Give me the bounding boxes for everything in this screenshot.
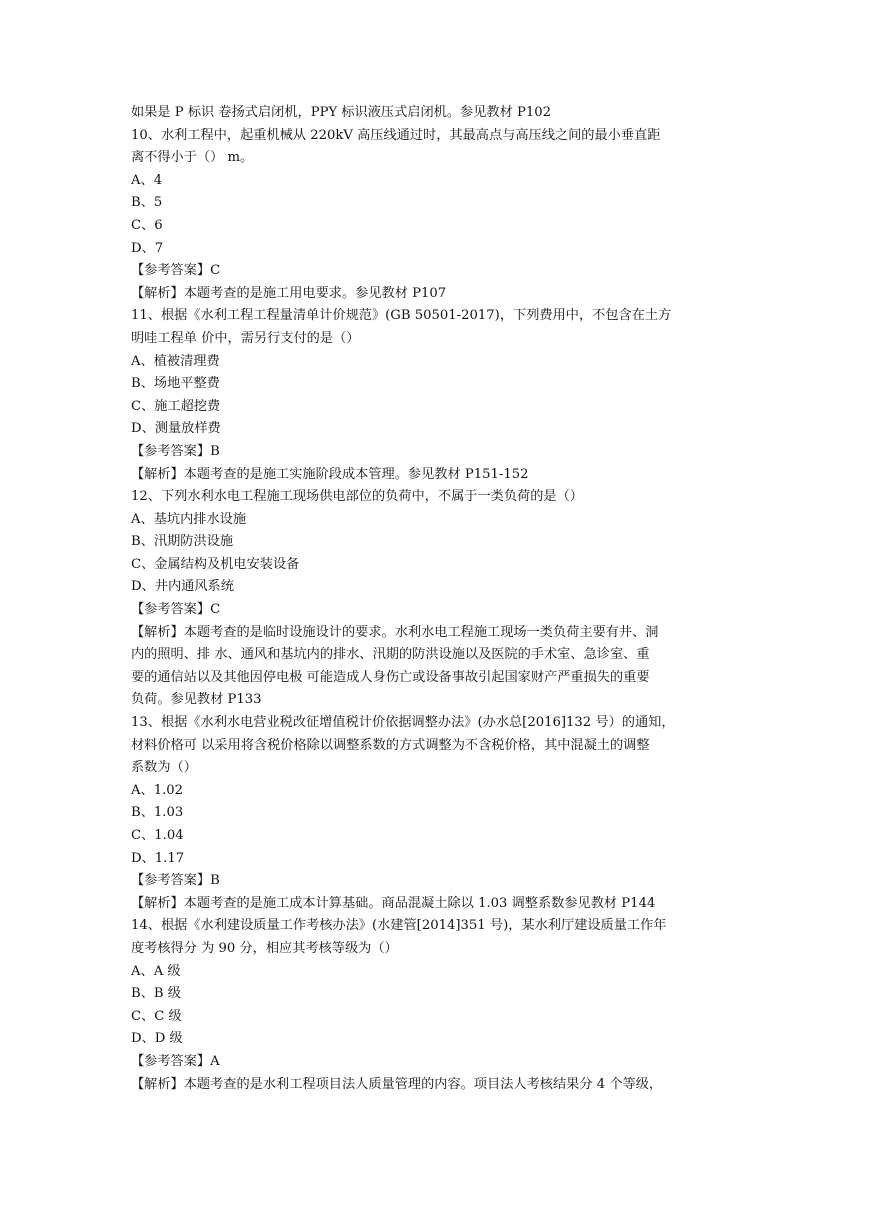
- analysis-line: 内的照明、排 水、通风和基坑内的排水、汛期的防洪设施以及医院的手术室、急诊室、重: [131, 647, 650, 663]
- question-11-stem: 11、根据《水利工程工程量清单计价规范》(GB 50501-2017)，下列费用中，不包含在土方: [131, 308, 672, 324]
- document-body: [131, 102, 743, 1096]
- analysis-line: 要的通信站以及其他因停电极 可能造成人身伤亡或设备事故引起国家财产严重损失的重要: [131, 669, 650, 685]
- option-c: C、施工超挖费: [131, 398, 221, 414]
- analysis-line: 【解析】本题考查的是水利工程项目法人质量管理的内容。项目法人考核结果分 4 个等级，: [131, 1076, 663, 1092]
- analysis-line: 【解析】本题考查的是施工实施阶段成本管理。参见教材 P151-152: [131, 466, 529, 482]
- option-d: D、7: [131, 240, 164, 256]
- option-d: D、1.17: [131, 850, 185, 866]
- option-c: C、1.04: [131, 828, 184, 843]
- answer-line: 【参考答案】B: [131, 873, 220, 889]
- option-a: A、A 级: [131, 963, 181, 979]
- analysis-line: 【解析】本题考查的是临时设施设计的要求。水利水电工程施工现场一类负荷主要有井、洞: [131, 624, 659, 640]
- question-11-stem: 明哇工程单 价中，需另行支付的是（）: [131, 330, 360, 346]
- question-13-stem: 系数为（）: [131, 760, 197, 776]
- option-a: A、4: [131, 172, 163, 188]
- question-10-stem: 离不得小于（） m。: [131, 150, 254, 166]
- analysis-line: 负荷。参见教材 P133: [131, 692, 262, 708]
- answer-line: 【参考答案】C: [131, 263, 221, 279]
- option-c: C、金属结构及机电安装设备: [131, 556, 300, 572]
- question-12-stem: 12、下列水利水电工程施工现场供电部位的负荷中，不属于一类负荷的是（）: [131, 489, 583, 505]
- question-10-stem: 10、水利工程中，起重机械从 220kV 高压线通过时，其最高点与高压线之间的最小垂直距: [131, 127, 661, 143]
- option-a: A、基坑内排水设施: [131, 511, 247, 527]
- option-b: B、5: [131, 195, 163, 211]
- question-13-stem: 13、根据《水利水电营业税改征增值税计价依据调整办法》(办水总[2016]132 号）的通知，: [131, 715, 675, 731]
- option-b: B、汛期防洪设施: [131, 534, 234, 550]
- answer-line: 【参考答案】B: [131, 443, 220, 459]
- text-line: 如果是 P 标识 卷扬式启闭机，PPY 标识液压式启闭机。参见教材 P102: [131, 105, 552, 120]
- analysis-line: 【解析】本题考查的是施工用电要求。参见教材 P107: [131, 285, 447, 301]
- option-b: B、场地平整费: [131, 376, 220, 392]
- option-b: B、B 级: [131, 986, 181, 1002]
- option-a: A、植被清理费: [131, 353, 220, 369]
- analysis-line: 【解析】本题考查的是施工成本计算基础。商品混凝土除以 1.03 调整系数参见教材 P144: [131, 895, 656, 911]
- option-b: B、1.03: [131, 805, 184, 821]
- question-14-stem: 14、根据《水利建设质量工作考核办法》(水建管[2014]351 号)，某水利厅建设质量工作年: [131, 918, 667, 934]
- option-c: C、C 级: [131, 1008, 182, 1024]
- option-d: D、D 级: [131, 1031, 183, 1047]
- question-13-stem: 材料价格可 以采用将含税价格除以调整系数的方式调整为不含税价格，其中混凝土的调整: [131, 737, 650, 753]
- question-14-stem: 度考核得分 为 90 分，相应其考核等级为（）: [131, 940, 398, 956]
- answer-line: 【参考答案】A: [131, 1053, 220, 1069]
- answer-line: 【参考答案】C: [131, 602, 221, 618]
- option-d: D、测量放样费: [131, 421, 221, 437]
- option-a: A、1.02: [131, 782, 184, 798]
- option-c: C、6: [131, 217, 163, 233]
- option-d: D、井内通风系统: [131, 579, 234, 595]
